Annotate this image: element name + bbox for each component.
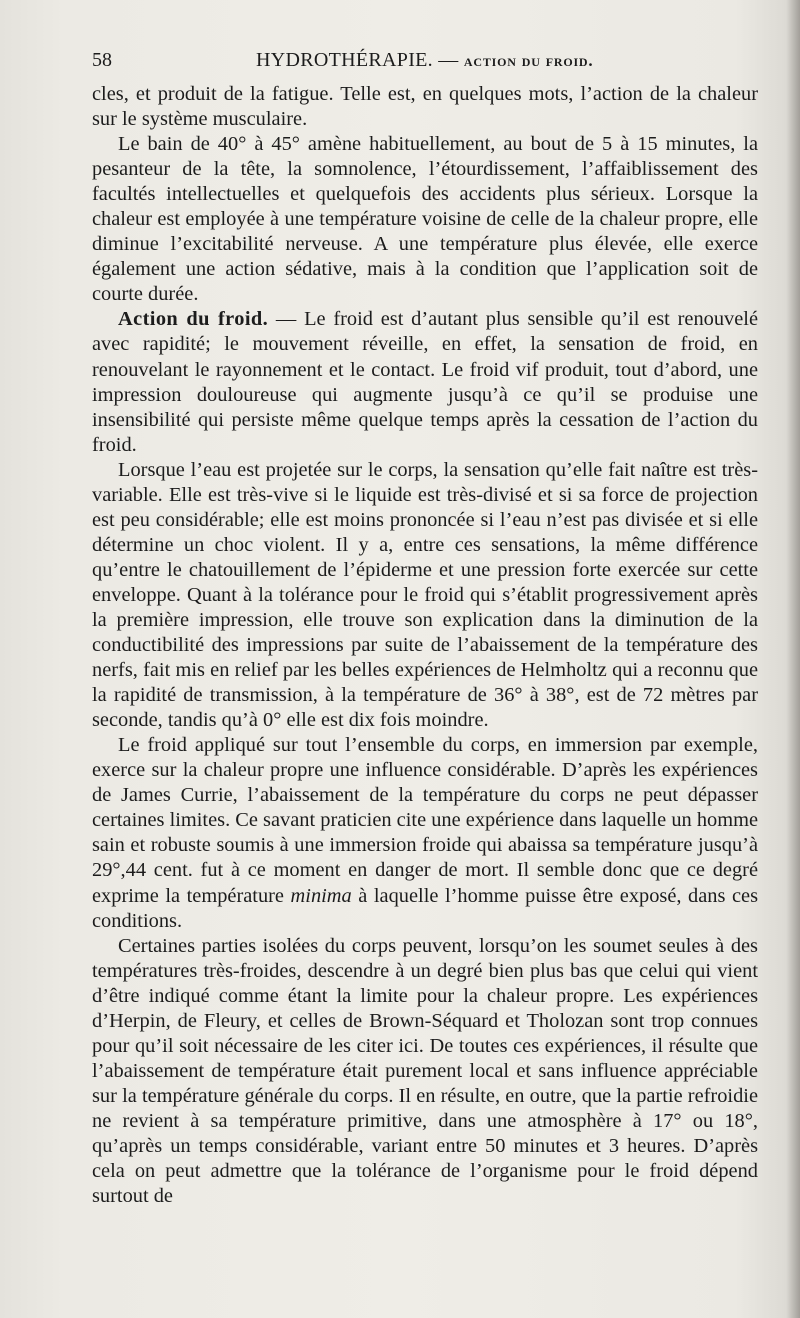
paragraph-3	[92, 307, 758, 457]
paragraph-5-text-a: Le froid appliqué sur tout l’ensemble du corps, en immersion par exemple, exerce sur la chaleur propre une influence considérable. D’après les expériences de James Currie, l’abaissement de la température du corps ne peut dépasser certaines limites. Ce savant praticien cite une expérience dans laquelle un homme sain et robuste soumis à une immersion froide qui abaissa sa température jusqu’à 29°,44 cent. fut à ce moment en danger de mort. Il semble donc que ce degré exprime la température	[92, 734, 758, 907]
paragraph-1: cles, et produit de la fatigue. Telle est, en quelques mots, l’action de la chaleur sur le système musculaire.	[92, 83, 758, 131]
paragraph-6: Certaines parties isolées du corps peuvent, lorsqu’on les soumet seules à des températures très-froides, descendre à un degré bien plus bas que celui qui vient d’être indiqué comme étant la limite pour la chaleur propre. Les expériences d’Herpin, de Fleury, et celles de Brown-Séquard et Tholozan sont trop connues pour qu’il soit nécessaire de les citer ici. De toutes ces expériences, il résulte que l’abaissement de température était purement local et sans influence appréciable sur la température générale du corps. Il en résulte, en outre, que la partie refroidie ne revient à sa température primitive, dans une atmosphère à 17° ou 18°, qu’après un temps considérable, variant entre 50 minutes et 3 heures. D’après cela on peut admettre que la tolérance de l’organisme pour le froid dépend surtout de	[92, 934, 758, 1208]
paragraph-5-emphasis: minima	[290, 884, 352, 907]
body-text	[92, 82, 758, 1209]
paragraph-2: Le bain de 40° à 45° amène habituellement, au bout de 5 à 15 minutes, la pesanteur de la tête, la somnolence, l’étourdissement, l’affaiblissement des facultés intellectuelles et quelquefois des accidents plus sérieux. Lorsque la chaleur est employée à une température voisine de celle de la chaleur propre, elle diminue l’excitabilité nerveuse. A une température plus élevée, elle exerce également une action sédative, mais à la condition que l’application soit de courte durée.	[92, 133, 758, 306]
running-header	[92, 46, 760, 74]
running-title-section: action du froid.	[463, 51, 594, 70]
page-edge-shadow	[786, 0, 800, 1318]
paragraph-5-text-b: à laquelle l’homme puisse être exposé, dans ces conditions.	[92, 884, 758, 932]
paragraph-3-text: — Le froid est d’autant plus sensible qu’il est renouvelé avec rapidité; le mouvement réveille, en effet, la sensation de froid, en renouvelant le rayonnement et le contact. Le froid vif produit, tout d’abord, une impression douloureuse qui augmente jusqu’à ce qu’il se produise une insensibilité qui persiste même quelque temps après la cessation de l’action du froid.	[92, 308, 758, 456]
paragraph-5	[92, 733, 758, 933]
page-number: 58	[92, 49, 112, 71]
running-title	[256, 46, 593, 75]
paragraph-4: Lorsque l’eau est projetée sur le corps, la sensation qu’elle fait naître est très-variable. Elle est très-vive si le liquide est très-divisé et si sa force de projection est peu considérable; elle est moins prononcée si l’eau n’est pas divisée et si elle détermine un choc violent. Il y a, entre ces sensations, la même différence qu’entre le chatouillement de l’épiderme et une pression forte exercée sur cette enveloppe. Quant à la tolérance pour le froid qui s’établit progressivement après la première impression, elle trouve son explication dans la diminution de la conductibilité des impressions par suite de l’abaissement de la température des nerfs, fait mis en relief par les belles expériences de Helmholtz qui a reconnu que la rapidité de transmission, à la température de 36° à 38°, est de 72 mètres par seconde, tandis qu’à 0° elle est dix fois moindre.	[92, 458, 758, 732]
running-title-main: HYDROTHÉRAPIE.	[256, 49, 433, 71]
running-title-dash: —	[432, 49, 464, 71]
section-heading: Action du froid.	[118, 308, 269, 331]
